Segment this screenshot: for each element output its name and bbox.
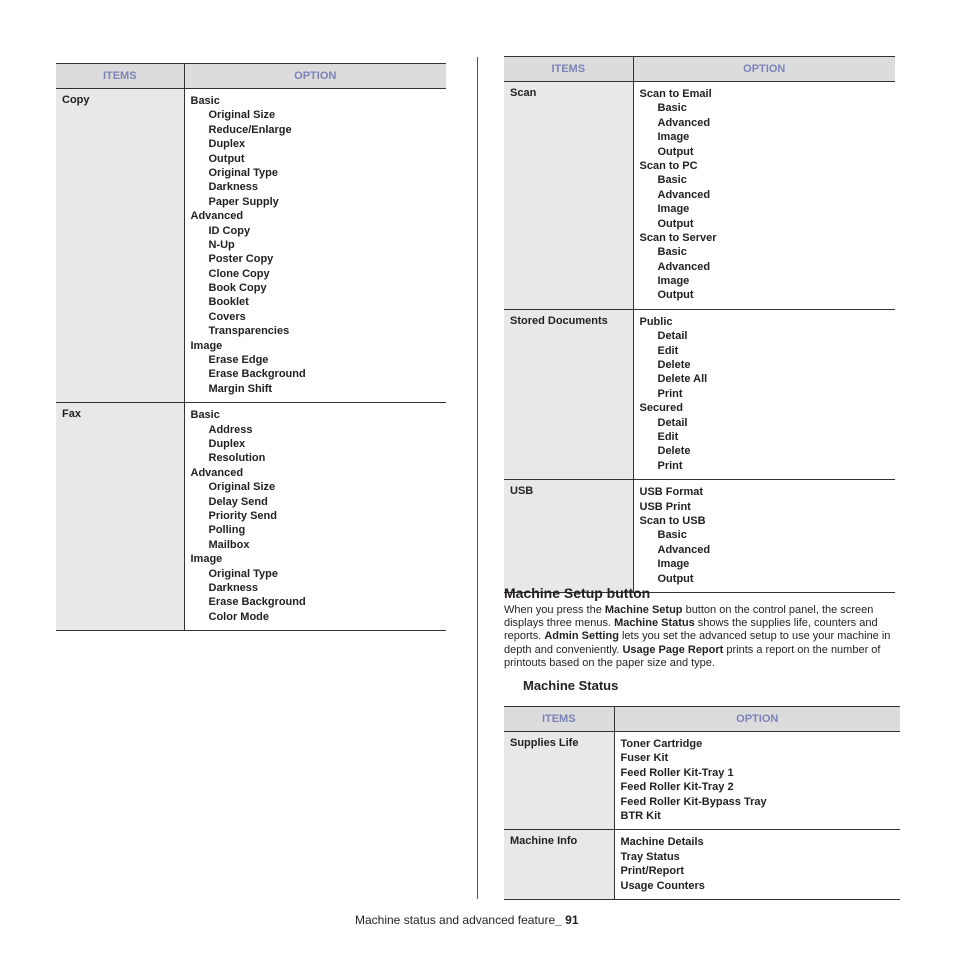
sub-option: Detail [657,330,688,343]
item-cell: Copy [56,89,184,403]
option-group: Advanced [190,466,244,479]
scan-storage-usb-menu-table [504,56,895,593]
sub-option: Erase Edge [208,354,269,367]
option-group: Image [190,553,223,566]
option-header: OPTION [614,707,900,732]
para-run: shows the supplies life, counters and reports. [504,617,878,643]
sub-option: N-Up [208,238,235,251]
sub-option: Advanced [657,543,711,556]
sub-option: Image [657,558,690,571]
sub-option: Delete [657,445,691,458]
machine-status-table [504,706,900,900]
sub-option: Image [657,131,690,144]
footer-text: Machine status and advanced feature [355,913,556,927]
sub-option: Original Size [208,481,276,494]
option-group: Feed Roller Kit-Tray 2 [620,781,734,794]
sub-option: Address [208,423,253,436]
option-cell [633,480,895,593]
sub-option: Image [657,275,690,288]
para-run-bold: Machine Status [614,617,695,630]
option-group: Image [190,339,223,352]
para-run-bold: Admin Setting [544,630,619,643]
option-group: Machine Details [620,836,704,849]
option-group: BTR Kit [620,809,661,822]
item-cell: Supplies Life [504,732,614,830]
item-cell: Scan [504,82,633,310]
para-run: lets you set the advanced setup to use your machine in depth and conveniently. [504,630,891,656]
sub-option: Advanced [657,116,711,129]
sub-option: Basic [657,102,687,115]
option-header: OPTION [633,57,895,82]
option-group: Public [639,315,673,328]
option-group: USB Print [639,500,691,513]
sub-option: Paper Supply [208,195,279,208]
option-group: Advanced [190,210,244,223]
sub-option: Original Size [208,109,276,122]
option-group: Scan to Server [639,231,717,244]
option-cell [184,403,446,631]
option-cell [633,309,895,479]
table-row [56,403,446,631]
option-group: Scan to USB [639,514,706,527]
sub-option: Mailbox [208,538,250,551]
sub-option: Advanced [657,188,711,201]
table-row [56,89,446,403]
sub-option: Output [657,145,694,158]
sub-option: Transparencies [208,325,290,338]
section-paragraph [504,604,898,670]
sub-option: Erase Background [208,596,306,609]
option-header: OPTION [184,64,446,89]
sub-option: Advanced [657,260,711,273]
sub-option: Edit [657,344,679,357]
option-group: Scan to PC [639,159,698,172]
table-row [504,830,900,900]
item-cell: Stored Documents [504,309,633,479]
sub-option: Edit [657,430,679,443]
para-run: prints a report on the number of printouts based on the paper size and type. [504,643,881,669]
items-header: ITEMS [504,707,614,732]
option-group: Basic [190,95,220,107]
sub-option: Basic [657,246,687,259]
sub-option: Detail [657,416,688,429]
option-group: Secured [639,402,683,415]
sub-option: Output [657,572,694,585]
sub-option: ID Copy [208,224,251,237]
section-heading: Machine Setup button [504,585,651,601]
para-run: button on the control panel, the screen displays three menus. [504,604,874,630]
page-number: _ 91 [555,913,579,927]
sub-option: Basic [657,529,687,542]
option-group: Toner Cartridge [620,738,703,750]
items-header: ITEMS [504,57,633,82]
sub-option: Darkness [208,181,259,194]
sub-option: Polling [208,524,246,537]
option-cell [614,830,900,900]
option-group: USB Format [639,486,704,499]
option-group: Basic [190,409,220,422]
sub-option: Darkness [208,581,259,594]
sub-option: Delete All [657,373,708,386]
sub-option: Basic [657,174,687,187]
column-divider [477,57,478,899]
copy-fax-menu-table [56,63,446,631]
option-group: Usage Counters [620,879,705,892]
sub-option: Output [208,152,245,165]
sub-option: Original Type [208,166,278,179]
option-group: Feed Roller Kit-Tray 1 [620,766,734,779]
option-cell [184,89,446,403]
items-header: ITEMS [56,64,184,89]
table-row [504,309,895,479]
sub-option: Poster Copy [208,253,274,266]
table-row [504,732,900,830]
sub-option: Output [657,217,694,230]
option-cell [633,82,895,310]
sub-option: Booklet [208,296,249,309]
option-group: Tray Status [620,850,680,863]
sub-option: Output [657,289,694,302]
item-cell: Machine Info [504,830,614,900]
option-cell [614,732,900,830]
sub-option: Covers [208,310,246,323]
sub-option: Delay Send [208,495,268,508]
option-group: Scan to Email [639,88,712,100]
item-cell: USB [504,480,633,593]
sub-option: Margin Shift [208,382,273,395]
sub-option: Print [657,387,683,400]
sub-option: Resolution [208,452,266,465]
para-run-bold: Machine Setup [604,604,683,616]
sub-option: Original Type [208,567,278,580]
option-group: Print/Report [620,865,685,878]
page-footer [355,913,579,927]
sub-option: Clone Copy [208,267,270,280]
sub-option: Color Mode [208,610,269,623]
machine-status-subheading: Machine Status [523,678,619,693]
table-row [504,480,895,593]
para-run: When you press the [504,604,605,616]
sub-option: Image [657,203,690,216]
option-group: Fuser Kit [620,752,669,765]
sub-option: Erase Background [208,368,306,381]
sub-option: Duplex [208,138,246,151]
sub-option: Book Copy [208,282,267,295]
sub-option: Delete [657,359,691,372]
table-row [504,82,895,310]
sub-option: Print [657,459,683,472]
sub-option: Priority Send [208,509,277,522]
para-run-bold: Usage Page Report [622,643,724,656]
sub-option: Reduce/Enlarge [208,123,292,136]
option-group: Feed Roller Kit-Bypass Tray [620,795,767,808]
sub-option: Duplex [208,437,246,450]
item-cell: Fax [56,403,184,631]
